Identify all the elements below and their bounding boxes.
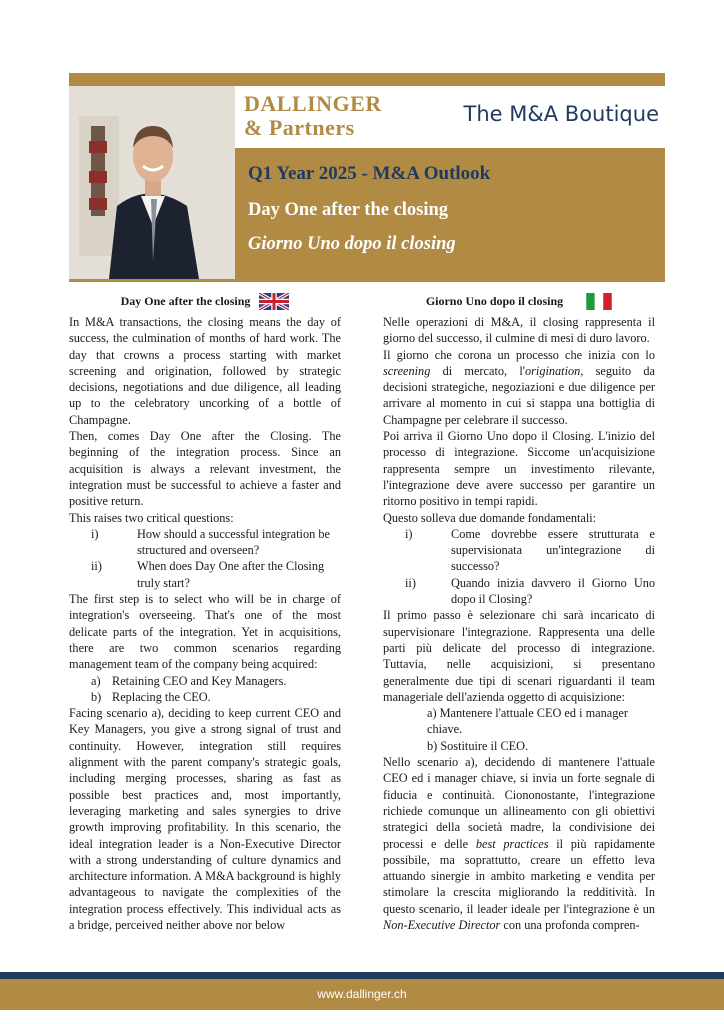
logo-line-2: & Partners [244,115,355,140]
list-number: i) [405,526,413,541]
italy-flag-icon [586,293,612,310]
subtitle-italian: Giorno Uno dopo il closing [248,234,456,254]
paragraph [383,754,655,933]
paragraph: Facing scenario a), deciding to keep current CEO and Key Managers, you give a strong signal of trust and continuity. However, integration still requires alignment with the parent company's strategic goals, including merging processes, sharing as fast as possible best practices and, most importantly, leveraging marketing and sales synergies to drive growth improving profitability. In this scenario, the ideal integration leader is a Non-Executive Director with a strong understanding of culture dynamics and architecture information. A M&A background is highly advantageous to navigate the complexities of the integration process effectively. This individual acts as a bridge, perceived neither above nor below [69,706,341,932]
list-letter: b) [91,689,102,704]
paragraph: Il primo passo è selezionare chi sarà incaricato di supervisionare l'integrazione. Rappresenta una delle parti più delicate del processo di integrazione. Tuttavia, nelle acquisizioni, si presentano generalmente due tipi di scenari riguardanti il team manageriale dell'azienda oggetto di acquisizione: [383,608,655,704]
english-heading [69,292,341,314]
italic-term: origination [524,363,581,378]
paragraph: Questo solleva due domande fondamentali: [383,510,597,525]
text-run: con una profonda compren- [500,917,640,932]
list-text: Retaining CEO and Key Managers. [112,673,287,688]
italic-term: Non-Executive Director [383,917,501,932]
list-item [383,575,655,608]
list-item [69,673,341,689]
italic-term: best practices [475,836,549,851]
list-text: Come dovrebbe essere strutturata e supervisionata un'integrazione di successo? [451,526,655,574]
list-item [383,705,655,738]
list-letter: a) [91,673,101,688]
italian-heading-text: Giorno Uno dopo il closing [425,294,564,309]
list-item [69,526,341,559]
footer-bar [0,979,724,1010]
logo-line-1: DALLINGER [244,91,382,116]
paragraph: Nelle operazioni di M&A, il closing rappresenta il giorno del successo, il culmine di mesi di duro lavoro. [383,315,655,346]
text-run: , seguito da decisioni strategiche, negoziazioni e due diligence per arrivare al momento in cui si stappa una bottiglia di Champagne per celebrare il successo. [383,363,656,427]
list-text: When does Day One after the Closing truly start? [137,559,325,590]
paragraph: In M&A transactions, the closing means the day of success, the culmination of months of hard work. The day that crowns a process starting with market screening and origination, followed by strategic decisions, negotiations and due diligence, all leading up to the celebratory uncorking of a bottle of Champagne. [69,315,341,427]
english-heading-text: Day One after the closing [120,294,251,309]
paragraph: Then, comes Day One after the Closing. The beginning of the integration process. Since an acquisition is always a relevant investment, the integration must be successful to achieve a faster and positive return. [69,429,341,509]
uk-flag-icon [259,293,289,310]
paragraph: The first step is to select who will be in charge of integration's overseeing. That's one of the most delicate parts of the integration. Yet in acquisitions, there are two common scenarios regarding management team of the company being acquired: [69,592,341,672]
text-run: il più rapidamente possibile, ma soprattutto, creare un effetto leva attuando sinergie in ambito marketing e vendita per stimolare la crescita migliorando la redditività. In questo scenario, il leader ideale per l'integrazione è un [383,836,655,916]
list-text: Replacing the CEO. [112,689,211,704]
title-banner [235,148,665,279]
list-item [383,738,655,754]
portrait-illustration [69,86,235,279]
paragraph: Poi arriva il Giorno Uno dopo il Closing. L'inizio del processo di integrazione. Siccome un'acquisizione rappresenta sempre un investimento rilevante, l'integrazione deve avere successo per garantire un ritorno positivo in tempi rapidi. [383,429,655,509]
text-run: Il giorno che corona un processo che inizia con lo [383,347,655,362]
text-run: Nello scenario a), decidendo di mantenere l'attuale CEO ed i manager chiave, si invia un forte segnale di fiducia e continuità. Ciononostante, l'integrazione richiede comunque un allineamento con gli obiettivi strategici della società madre, la condivisione dei processi e delle [383,755,655,851]
list-item [383,526,655,575]
subtitle-english: Day One after the closing [248,200,449,220]
text-run: di mercato, l' [430,363,525,378]
footer-line [0,972,724,979]
list-number: ii) [91,559,102,574]
italian-column [383,292,655,933]
footer-website-link[interactable]: www.dallinger.ch [317,987,407,1001]
italian-heading [383,292,655,314]
header-top-bar [69,73,665,86]
tagline: The M&A Boutique [463,102,659,126]
document-title: Q1 Year 2025 - M&A Outlook [248,163,491,184]
paragraph [383,347,655,428]
list-number: ii) [405,575,416,590]
list-text: How should a successful integration be structured and overseen? [137,526,330,558]
logo-area [235,86,665,148]
paragraph: This raises two critical questions: [69,510,234,525]
english-column [69,292,341,933]
header-bottom-line [69,279,665,282]
italic-term: screening [383,363,431,378]
list-text: Quando inizia davvero il Giorno Uno dopo il Closing? [451,575,655,607]
list-item [69,558,341,591]
portrait-photo [69,86,235,279]
list-text: a) Mantenere l'attuale CEO ed i manager chiave. [427,706,628,737]
list-item [69,689,341,705]
header-panel [235,86,665,279]
list-text: b) Sostituire il CEO. [427,738,529,753]
list-number: i) [91,526,99,541]
